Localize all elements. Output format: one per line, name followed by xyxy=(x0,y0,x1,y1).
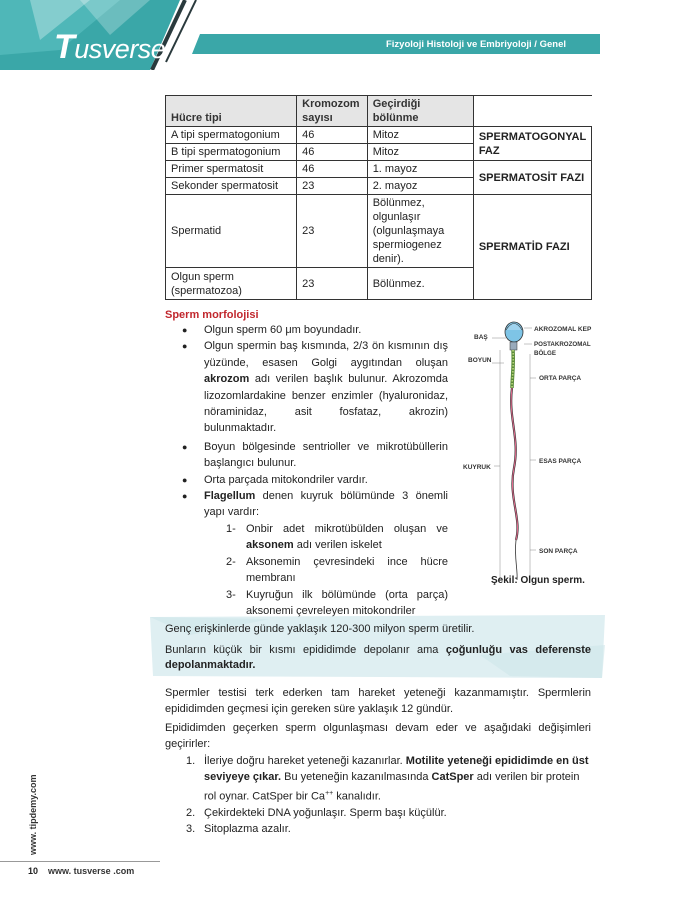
note-bold: çoğunluğu vas deferenste depolanmaktadır. xyxy=(165,644,591,671)
bullet-text: Orta parçada mitokondriler vardır. xyxy=(204,473,368,486)
label-akrozomal: AKROZOMAL KEP xyxy=(534,326,592,333)
sub-text: adı verilen iskelet xyxy=(293,539,382,552)
bold-term: akrozom xyxy=(204,373,250,386)
sperm-figure xyxy=(462,318,602,598)
list-item xyxy=(180,439,448,472)
sub-text: Kuyruğun ilk bölümünde (orta parça) aksonemi çevreleyen mitokondriler xyxy=(246,588,448,617)
note-line-1: Genç erişkinlerde günde yaklaşık 120-300 milyon sperm üretilir. xyxy=(165,623,475,635)
chrom-count: 23 xyxy=(297,268,368,300)
paragraph-2: Epididimden geçerken sperm olgunlaşması devam eder ve aşağıdaki değişimleri geçirirler: xyxy=(165,722,591,751)
table-row xyxy=(166,195,592,268)
label-esas: ESAS PARÇA xyxy=(539,458,582,465)
tusverse-logo xyxy=(54,28,166,66)
col-header-division: Geçirdiği bölünme xyxy=(367,96,473,127)
bold-term: CatSper xyxy=(431,771,474,784)
chrom-count: 46 xyxy=(297,127,368,144)
bullet-text: Boyun bölgesinde sentrioller ve mikrotübüllerin başlangıcı bulunur. xyxy=(204,440,448,470)
col-header-chrom-line2: sayısı xyxy=(302,112,333,124)
logo-initial: T xyxy=(54,28,75,66)
label-orta: ORTA PARÇA xyxy=(539,375,582,382)
footer-divider xyxy=(0,861,160,862)
bold-term: aksonem xyxy=(246,539,294,552)
note-text: Bunların küçük bir kısmı epididimde depolanır ama xyxy=(165,644,446,656)
col-header-cell: Hücre tipi xyxy=(166,96,297,127)
section-title-morphology: Sperm morfolojisi xyxy=(165,309,259,321)
table-header-row xyxy=(166,96,592,127)
sub-text: Aksonemin çevresindeki ince hücre membranı xyxy=(246,555,448,585)
paragraph-1: Spermler testisi terk ederken tam hareket yeteneği kazanmamıştır. Spermlerin epididimden geçmesi için gereken süre yaklaşık 12 gündür. xyxy=(165,687,591,716)
bullet-text: adı verilen başlık bulunur. Akrozomda lizozomlardakine benzer enzimler (hyaluronidaz, nöraminidaz, asit fosfataz, akrozin) bulunmaktadır. xyxy=(204,373,448,435)
note-line-2 xyxy=(165,643,591,673)
figure-caption: Şekil: Olgun sperm. xyxy=(491,575,585,586)
step-number: 2. xyxy=(186,806,196,819)
label-boyun: BOYUN xyxy=(468,357,492,364)
bold-term: Flagellum xyxy=(204,490,256,503)
cell-type-table xyxy=(165,95,592,300)
footer-url[interactable]: www. tusverse .com xyxy=(48,866,135,876)
chrom-count: 23 xyxy=(297,195,368,268)
label-bas: BAŞ xyxy=(474,334,488,341)
cell-type: A tipi spermatogonium xyxy=(166,127,297,144)
division: Bölünmez. xyxy=(367,268,473,300)
table-row xyxy=(166,127,592,144)
cell-type: Olgun sperm (spermatozoa) xyxy=(166,268,297,300)
maturation-steps-list xyxy=(186,753,592,838)
list-item xyxy=(186,753,592,805)
step-text: İleriye doğru hareket yeteneği kazanırlar. xyxy=(204,755,406,767)
sub-number: 2- xyxy=(226,555,236,568)
bullet-text: denen kuyruk bölümünde 3 önemli yapı vardır: xyxy=(204,490,448,519)
morphology-list xyxy=(180,322,448,619)
step-text: adı verilen bir protein rol oynar. CatSper bir Ca xyxy=(204,771,580,803)
division: 1. mayoz xyxy=(367,161,473,178)
sub-list-item xyxy=(204,554,448,587)
cell-type: Sekonder spermatosit xyxy=(166,178,297,195)
bullet-text: Olgun sperm 60 μm boyundadır. xyxy=(204,324,362,336)
sperm-neck-shape xyxy=(510,342,517,350)
label-son: SON PARÇA xyxy=(539,548,578,555)
flagellum-sublist xyxy=(204,521,448,619)
sub-list-item xyxy=(204,521,448,554)
list-item xyxy=(180,322,448,338)
superscript: ++ xyxy=(325,789,334,797)
col-header-blank xyxy=(473,96,591,127)
table-row xyxy=(166,161,592,178)
list-item xyxy=(180,472,448,488)
phase-label: SPERMATOGONYAL FAZ xyxy=(473,127,591,161)
chrom-count: 23 xyxy=(297,178,368,195)
sperm-end-piece xyxy=(515,540,517,580)
header-title: Fizyoloji Histoloji ve Embriyoloji / Genel Embriyoloji xyxy=(385,39,566,68)
sub-text: Onbir adet mikrotübülden oluşan ve xyxy=(246,522,448,535)
bold-term: Motilite yeteneği epididimde en üst seviyeye çıkar. xyxy=(204,755,589,784)
list-item xyxy=(186,821,592,837)
sub-number: 3- xyxy=(226,588,236,601)
list-item xyxy=(186,805,592,821)
phase-label: SPERMATİD FAZI xyxy=(473,195,591,300)
division: 2. mayoz xyxy=(367,178,473,195)
cell-type: Spermatid xyxy=(166,195,297,268)
bullet-text: Olgun spermin baş kısmında, 2/3 ön kısmının dış yüzünde, esasen Golgi aygıtından oluşan xyxy=(204,340,448,369)
division: Mitoz xyxy=(367,144,473,161)
col-header-chrom xyxy=(297,96,368,127)
sub-number: 1- xyxy=(226,522,236,535)
step-text: Sitoplazma azalır. xyxy=(204,823,291,836)
cell-type: Primer spermatosit xyxy=(166,161,297,178)
phase-label: SPERMATOSİT FAZI xyxy=(473,161,591,195)
chrom-count: 46 xyxy=(297,144,368,161)
chrom-count: 46 xyxy=(297,161,368,178)
list-item xyxy=(180,338,448,436)
logo-rest: usverse xyxy=(74,34,166,64)
label-postakrozomal-1: POSTAKROZOMAL xyxy=(534,341,591,348)
page-number: 10 xyxy=(28,866,39,876)
step-text: kanalıdır. xyxy=(333,790,381,803)
col-header-chrom-line1: Kromozom xyxy=(302,98,360,110)
step-text: Çekirdekteki DNA yoğunlaşır. Sperm başı küçülür. xyxy=(204,806,447,819)
cell-type: B tipi spermatogonium xyxy=(166,144,297,161)
step-number: 3. xyxy=(186,823,196,836)
division: Mitoz xyxy=(367,127,473,144)
step-number: 1. xyxy=(186,755,196,767)
division: Bölünmez, olgunlaşır (olgunlaşmaya spermiogenez denir). xyxy=(367,195,473,268)
label-kuyruk: KUYRUK xyxy=(463,464,491,471)
list-item xyxy=(180,488,448,619)
step-text: Bu yeteneğin kazanılmasında xyxy=(281,771,432,784)
side-url[interactable]: www. tipdemy.com xyxy=(28,774,38,855)
label-postakrozomal-2: BÖLGE xyxy=(534,350,557,357)
